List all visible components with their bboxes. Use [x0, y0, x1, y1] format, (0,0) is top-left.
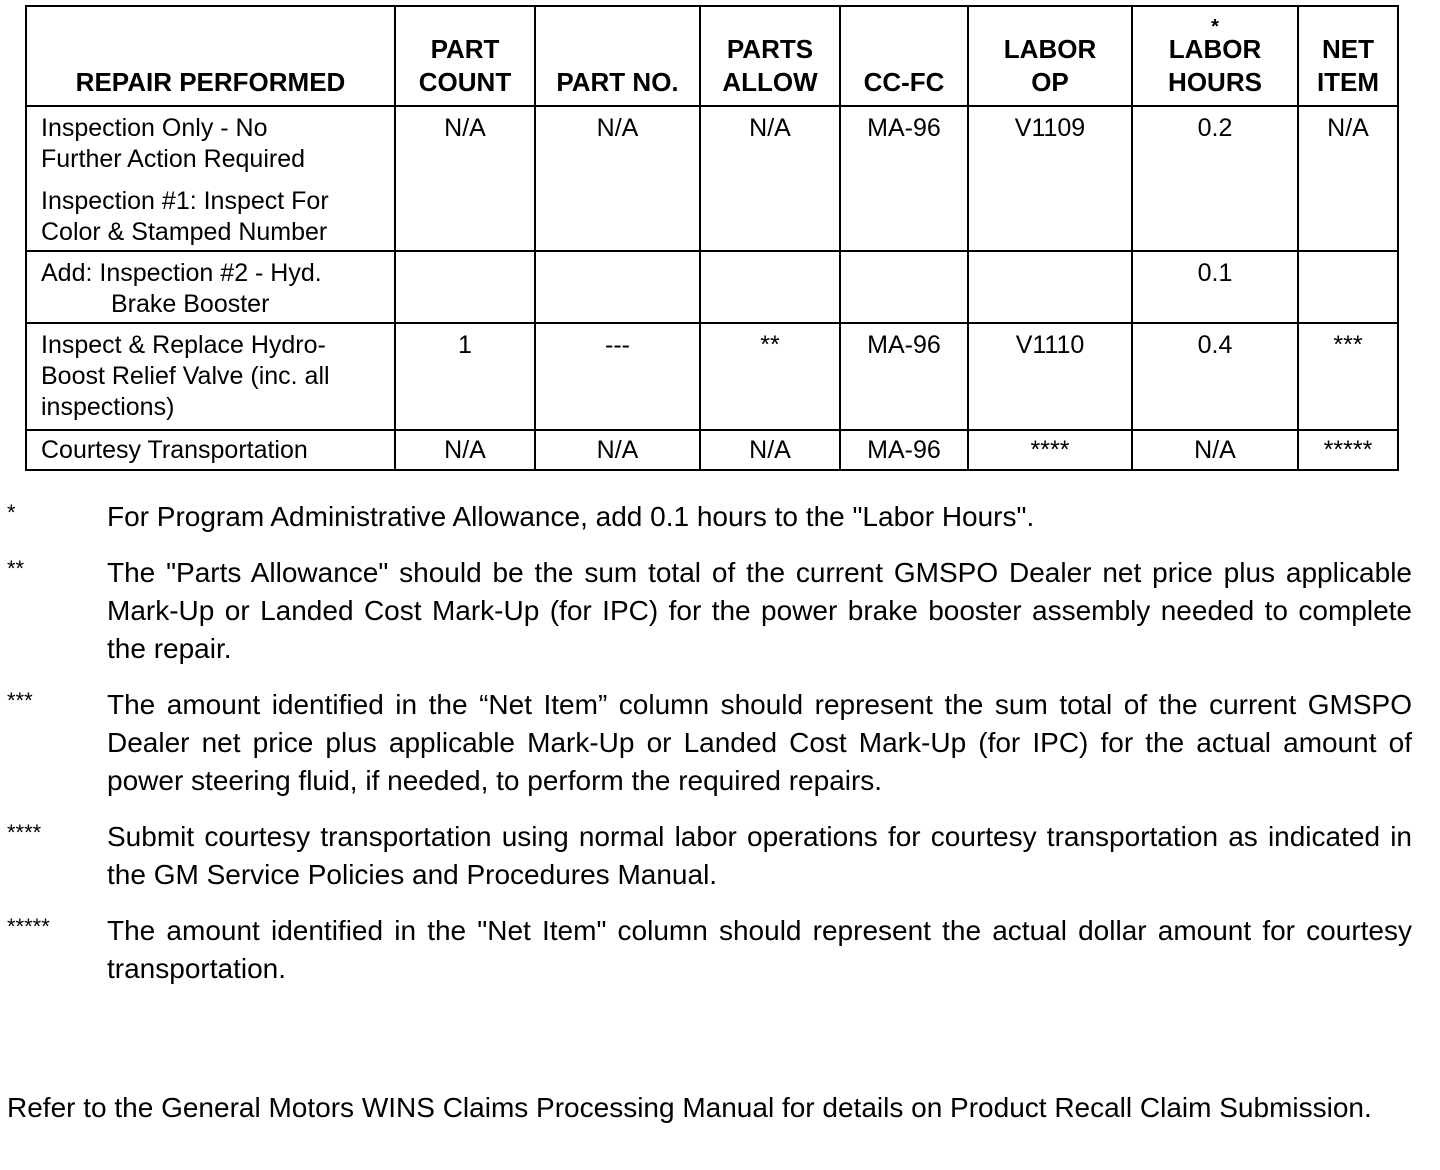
repair-cell: Courtesy Transportation [26, 430, 395, 470]
labor-hours-footnote-mark: * [1211, 16, 1219, 38]
repair-table [25, 5, 1399, 471]
footnote-text: Submit courtesy transportation using normal labor operations for courtesy transportation as indicated in the GM Service Policies and Procedures Manual. [107, 821, 1412, 890]
header-parts-allow: PARTS ALLOW [700, 6, 840, 106]
footnote [0, 818, 1412, 894]
footnote [0, 498, 1412, 536]
footnote-text: The amount identified in the "Net Item" column should represent the actual dollar amount for courtesy transportation. [107, 915, 1412, 984]
labor-op-cell: V1109 [968, 106, 1132, 251]
cc-fc-cell: MA-96 [840, 106, 968, 251]
labor-hours-cell: N/A [1132, 430, 1298, 470]
header-net-item: NET ITEM [1298, 6, 1398, 106]
labor-op-cell: V1110 [968, 323, 1132, 430]
footnote [0, 554, 1412, 668]
footnote-text: For Program Administrative Allowance, add 0.1 hours to the "Labor Hours". [107, 501, 1035, 532]
labor-hours-cell: 0.1 [1132, 251, 1298, 323]
part-no-cell: N/A [535, 106, 700, 251]
table-header-row [26, 6, 1398, 106]
header-part-no: PART NO. [535, 6, 700, 106]
footnote-mark: *** [7, 688, 33, 713]
footnote-mark: ***** [7, 914, 50, 939]
footnote-text: The "Parts Allowance" should be the sum total of the current GMSPO Dealer net price plus applicable Mark-Up or Landed Cost Mark-Up (for IPC) for the power brake booster assembly needed to complete the repair. [107, 557, 1412, 664]
footnote [0, 686, 1412, 800]
table-row [26, 106, 1398, 251]
header-cc-fc: CC-FC [840, 6, 968, 106]
part-no-cell: --- [535, 323, 700, 430]
parts-allow-cell: N/A [700, 430, 840, 470]
labor-hours-cell: 0.4 [1132, 323, 1298, 430]
parts-allow-cell [700, 251, 840, 323]
footnote-mark: * [7, 500, 16, 525]
header-labor-op: LABOR OP [968, 6, 1132, 106]
table-row [26, 430, 1398, 470]
labor-hours-cell: 0.2 [1132, 106, 1298, 251]
footnote-text: The amount identified in the “Net Item” column should represent the sum total of the current GMSPO Dealer net price plus applicable Mark-Up or Landed Cost Mark-Up (for IPC) for the actual amount of power steering fluid, if needed, to perform the required repairs. [107, 689, 1412, 796]
net-item-cell: N/A [1298, 106, 1398, 251]
parts-allow-cell: N/A [700, 106, 840, 251]
part-count-cell: N/A [395, 106, 535, 251]
part-count-cell: N/A [395, 430, 535, 470]
refer-paragraph: Refer to the General Motors WINS Claims Processing Manual for details on Product Recall Claim Submission. [7, 1092, 1372, 1123]
labor-op-cell [968, 251, 1132, 323]
cc-fc-cell: MA-96 [840, 430, 968, 470]
footnote-mark: ** [7, 556, 25, 581]
parts-allow-cell: ** [700, 323, 840, 430]
labor-op-cell: **** [968, 430, 1132, 470]
footnote [0, 912, 1412, 988]
repair-cell: Inspection Only - No Further Action Required Inspection #1: Inspect For Color & Stamped Number [26, 106, 395, 251]
table-row [26, 323, 1398, 430]
table-row [26, 251, 1398, 323]
net-item-cell: *** [1298, 323, 1398, 430]
repair-cell: Add: Inspection #2 - Hyd. Brake Booster [26, 251, 395, 323]
footnotes [0, 498, 1412, 1006]
part-count-cell: 1 [395, 323, 535, 430]
net-item-cell [1298, 251, 1398, 323]
repair-cell: Inspect & Replace Hydro- Boost Relief Valve (inc. all inspections) [26, 323, 395, 430]
footnote-mark: **** [7, 820, 42, 845]
part-no-cell: N/A [535, 430, 700, 470]
cc-fc-cell: MA-96 [840, 323, 968, 430]
header-repair-performed: REPAIR PERFORMED [26, 6, 395, 106]
net-item-cell: ***** [1298, 430, 1398, 470]
cc-fc-cell [840, 251, 968, 323]
part-count-cell [395, 251, 535, 323]
part-no-cell [535, 251, 700, 323]
header-part-count: PART COUNT [395, 6, 535, 106]
header-labor-hours: * LABOR HOURS [1132, 6, 1298, 106]
